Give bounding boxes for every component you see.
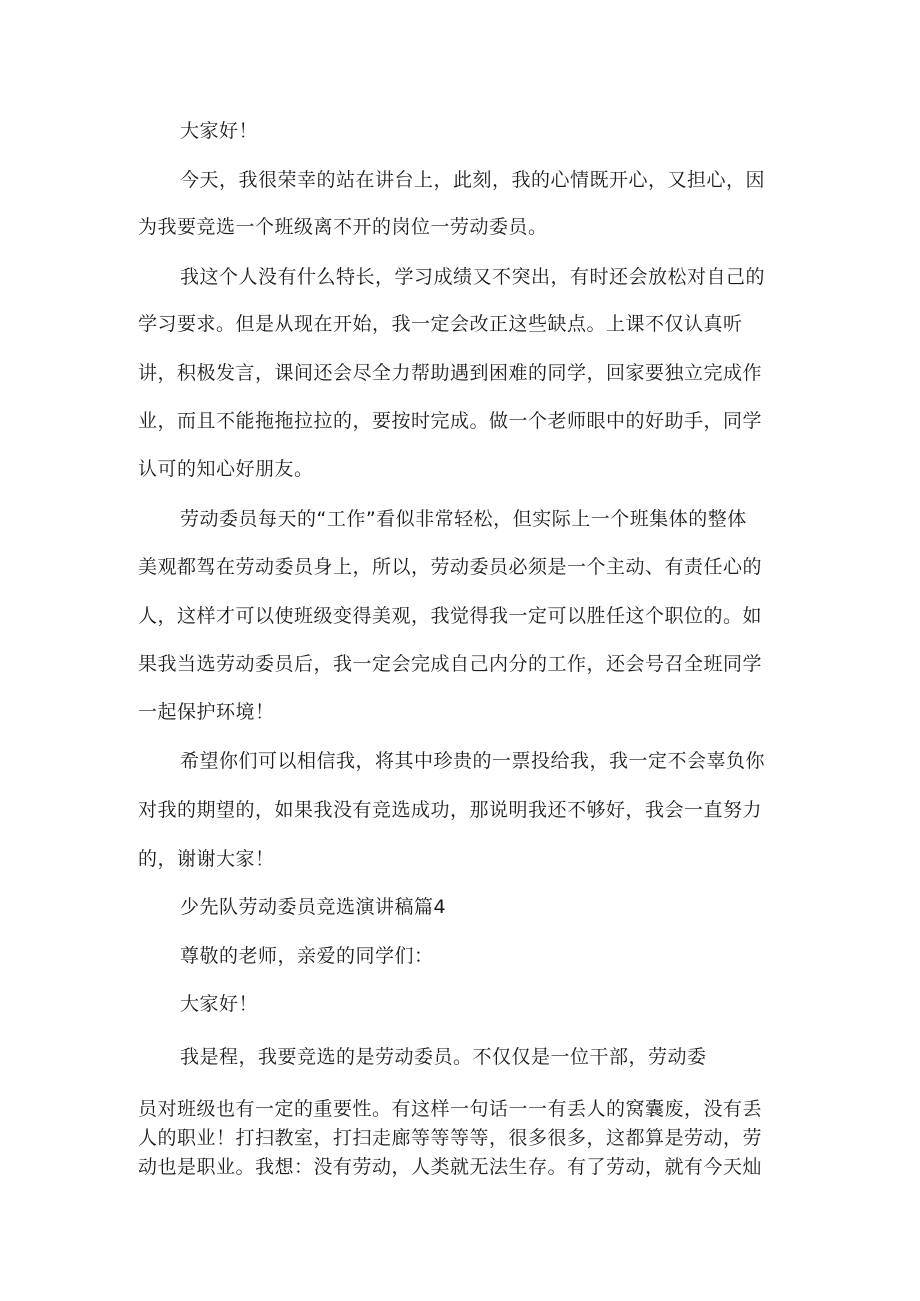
- paragraph-4-line-2: 对我的期望的，如果我没有竞选成功，那说明我还不够好，我会一直努力: [138, 799, 763, 821]
- paragraph-4-line-3: 的，谢谢大家！: [138, 848, 275, 870]
- paragraph-1-line-1: 今天，我很荣幸的站在讲台上，此刻，我的心情既开心，又担心，因: [180, 169, 766, 191]
- paragraph-3-line-5: 一起保护环境！: [138, 701, 275, 723]
- salutation-line: 尊敬的老师，亲爱的同学们：: [180, 945, 434, 967]
- paragraph-5-line-4: 动也是职业。我想：没有劳动，人类就无法生存。有了劳动，就有今天灿: [138, 1156, 763, 1178]
- paragraph-5-line-3: 人的职业！打扫教室，打扫走廊等等等等，很多很多，这都算是劳动，劳: [138, 1127, 763, 1149]
- greeting-line: 大家好！: [180, 120, 259, 142]
- paragraph-3-line-2: 美观都驾在劳动委员身上，所以，劳动委员必须是一个主动、有责任心的: [138, 556, 763, 578]
- paragraph-2-line-3: 讲，积极发言，课间还会尽全力帮助遇到困难的同学，回家要独立完成作: [138, 362, 763, 384]
- paragraph-1-line-2: 为我要竞选一个班级离不开的岗位一劳动委员。: [138, 216, 548, 238]
- paragraph-4-line-1: 希望你们可以相信我，将其中珍贵的一票投给我，我一定不会辜负你: [180, 750, 766, 772]
- paragraph-2-line-2: 学习要求。但是从现在开始，我一定会改正这些缺点。上课不仅认真听: [138, 313, 743, 335]
- paragraph-2-line-4: 业，而且不能拖拖拉拉的，要按时完成。做一个老师眼中的好助手，同学: [138, 410, 763, 432]
- paragraph-5-line-1: 我是程，我要竞选的是劳动委员。不仅仅是一位干部，劳动委: [180, 1046, 707, 1068]
- paragraph-3-line-1: 劳动委员每天的“工作”看似非常轻松，但实际上一个班集体的整体: [180, 508, 747, 530]
- paragraph-5-line-2: 员对班级也有一定的重要性。有这样一句话一一有丢人的窝囊废，没有丢: [138, 1098, 763, 1120]
- paragraph-2-line-1: 我这个人没有什么特长，学习成绩又不突出，有时还会放松对自己的: [180, 266, 766, 288]
- paragraph-2-line-5: 认可的知心好朋友。: [138, 458, 314, 480]
- paragraph-3-line-3: 人，这样才可以使班级变得美观，我觉得我一定可以胜任这个职位的。如: [138, 605, 763, 627]
- greeting-line-2: 大家好！: [180, 993, 259, 1015]
- paragraph-3-line-4: 果我当选劳动委员后，我一定会完成自己内分的工作，还会号召全班同学: [138, 653, 763, 675]
- section-heading: 少先队劳动委员竞选演讲稿篇4: [180, 896, 447, 918]
